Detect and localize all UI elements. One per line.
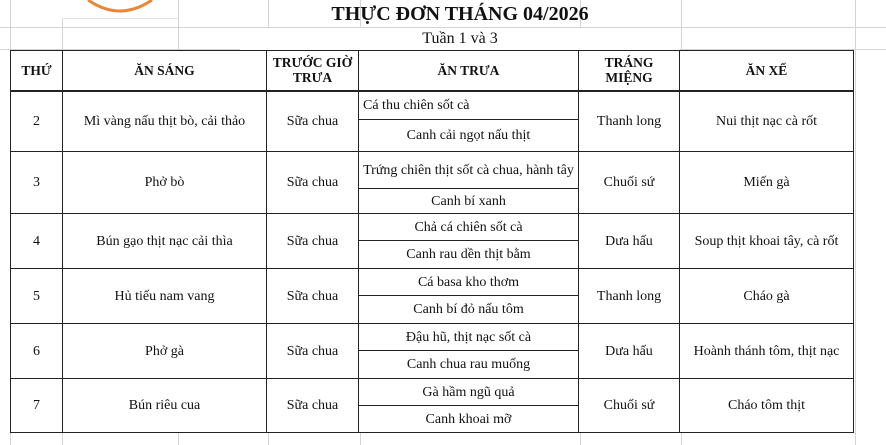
dessert-cell: Dưa hấu [579, 324, 680, 379]
breakfast-cell: Bún riêu cua [63, 379, 267, 433]
breakfast-cell: Phở gà [63, 324, 267, 379]
table-row [11, 269, 854, 296]
breakfast-cell: Hủ tiếu nam vang [63, 269, 267, 324]
lunch-main-cell: Chả cá chiên sốt cà [359, 214, 579, 241]
lunch-main-cell: Trứng chiên thịt sốt cà chua, hành tây [359, 152, 579, 189]
header-row [11, 51, 854, 91]
dessert-cell: Chuối sứ [579, 379, 680, 433]
breakfast-cell: Bún gạo thịt nạc cải thìa [63, 214, 267, 269]
lunch-main-cell: Đậu hũ, thịt nạc sốt cà [359, 324, 579, 351]
breakfast-cell: Phở bò [63, 152, 267, 214]
day-cell: 2 [11, 91, 63, 152]
snack-cell: Miến gà [680, 152, 854, 214]
snack-cell: Cháo gà [680, 269, 854, 324]
dessert-cell: Dưa hấu [579, 214, 680, 269]
before-lunch-cell: Sữa chua [267, 379, 359, 433]
day-cell: 4 [11, 214, 63, 269]
dessert-cell: Thanh long [579, 269, 680, 324]
table-row [11, 324, 854, 351]
day-cell: 3 [11, 152, 63, 214]
table-row [11, 214, 854, 241]
header-breakfast: ĂN SÁNG [63, 51, 267, 91]
day-cell: 7 [11, 379, 63, 433]
page-title: THỰC ĐƠN THÁNG 04/2026 [331, 3, 589, 25]
header-before-lunch: TRƯỚC GIỜ TRƯA [267, 51, 359, 91]
week-subtitle: Tuần 1 và 3 [240, 28, 680, 50]
sheet-gridline [855, 0, 856, 445]
school-logo [62, 0, 178, 19]
lunch-soup-cell: Canh chua rau muống [359, 351, 579, 379]
snack-cell: Soup thịt khoai tây, cà rốt [680, 214, 854, 269]
day-cell: 5 [11, 269, 63, 324]
lunch-soup-cell: Canh khoai mỡ [359, 406, 579, 433]
lunch-main-cell: Cá basa kho thơm [359, 269, 579, 296]
before-lunch-cell: Sữa chua [267, 324, 359, 379]
dessert-cell: Chuối sứ [579, 152, 680, 214]
before-lunch-cell: Sữa chua [267, 214, 359, 269]
snack-cell: Hoành thánh tôm, thịt nạc [680, 324, 854, 379]
header-snack: ĂN XẾ [680, 51, 854, 91]
before-lunch-cell: Sữa chua [267, 91, 359, 152]
before-lunch-cell: Sữa chua [267, 152, 359, 214]
header-day: THỨ [11, 51, 63, 91]
lunch-soup-cell: Canh cải ngọt nấu thịt [359, 120, 579, 152]
table-row [11, 379, 854, 406]
snack-cell: Cháo tôm thịt [680, 379, 854, 433]
table-row [11, 152, 854, 189]
lunch-main-cell: Cá thu chiên sốt cà [359, 91, 579, 120]
lunch-main-cell: Gà hầm ngũ quả [359, 379, 579, 406]
day-cell: 6 [11, 324, 63, 379]
table-row [11, 91, 854, 120]
breakfast-cell: Mì vàng nấu thịt bò, cải thảo [63, 91, 267, 152]
menu-table [10, 50, 854, 433]
before-lunch-cell: Sữa chua [267, 269, 359, 324]
dessert-cell: Thanh long [579, 91, 680, 152]
header-lunch: ĂN TRƯA [359, 51, 579, 91]
snack-cell: Nui thịt nạc cà rốt [680, 91, 854, 152]
lunch-soup-cell: Canh bí xanh [359, 189, 579, 214]
lunch-soup-cell: Canh bí đỏ nấu tôm [359, 296, 579, 324]
header-dessert: TRÁNG MIỆNG [579, 51, 680, 91]
lunch-soup-cell: Canh rau dền thịt bằm [359, 241, 579, 269]
